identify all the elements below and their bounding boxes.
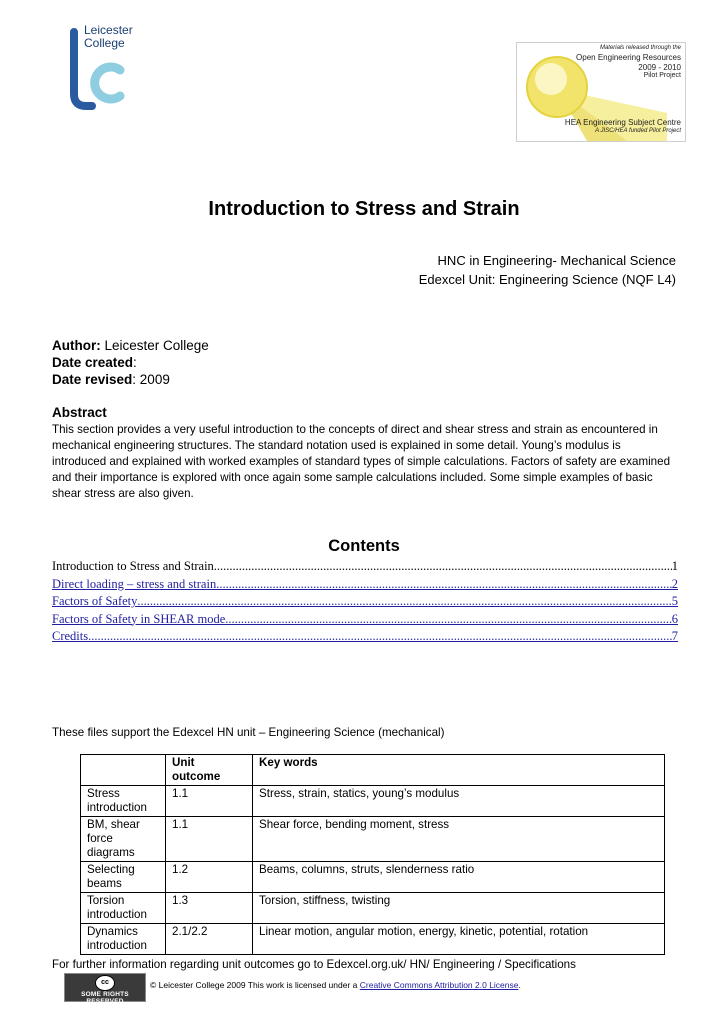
- toc-item-intro[interactable]: [52, 558, 678, 576]
- table-cell: Shear force, bending moment, stress: [253, 817, 665, 862]
- table-cell: BM, shear force diagrams: [81, 817, 166, 862]
- table-cell: Beams, columns, struts, slenderness ratio: [253, 862, 665, 893]
- unit-subtitle: Edexcel Unit: Engineering Science (NQF L4): [418, 272, 676, 287]
- toc-leader: [216, 576, 672, 592]
- toc-label: Factors of Safety in SHEAR mode: [52, 611, 226, 626]
- table-cell: 1.1: [166, 786, 253, 817]
- date-revised-label: Date revised: [52, 372, 133, 387]
- header-cell-key-words: Key words: [253, 755, 665, 786]
- table-header-row: [81, 755, 665, 786]
- toc-page: 7: [671, 629, 678, 643]
- abstract-heading: Abstract: [52, 405, 107, 420]
- cc-icon: cc: [95, 975, 115, 991]
- license-suffix: .: [518, 980, 521, 990]
- toc-leader: [214, 558, 672, 574]
- date-created-label: Date created: [52, 355, 134, 370]
- date-created-value: :: [133, 355, 137, 370]
- toc-label: Credits: [52, 629, 89, 643]
- table-row: [81, 924, 665, 955]
- toc-page: 5: [671, 594, 678, 608]
- toc-leader: [225, 611, 672, 627]
- toc-page: 6: [671, 611, 678, 626]
- logo-line1: Leicester: [84, 23, 133, 37]
- license-line: [150, 980, 521, 990]
- table-cell: Linear motion, angular motion, energy, kinetic, potential, rotation: [253, 924, 665, 955]
- badge-line6: A JISC/HEA funded Pilot Project: [595, 128, 681, 134]
- logo-line2: College: [84, 36, 125, 50]
- license-prefix: © Leicester College 2009 This work is licensed under a: [150, 980, 360, 990]
- document-title: Introduction to Stress and Strain: [208, 198, 520, 220]
- table-cell: 1.3: [166, 893, 253, 924]
- badge-line3: 2009 - 2010: [638, 63, 681, 72]
- license-link[interactable]: Creative Commons Attribution 2.0 License: [359, 980, 519, 990]
- toc-page: 1: [671, 559, 678, 573]
- date-revised-value: : 2009: [132, 372, 170, 387]
- badge-line5: HEA Engineering Subject Centre: [564, 118, 681, 127]
- toc-item-shear-mode[interactable]: [52, 611, 678, 629]
- toc-item-credits[interactable]: [52, 628, 678, 646]
- table-cell: 1.1: [166, 817, 253, 862]
- toc-label: Direct loading – stress and strain: [52, 576, 217, 591]
- toc-label: Factors of Safety: [52, 594, 138, 608]
- toc-leader: [137, 593, 671, 609]
- support-text: These files support the Edexcel HN unit – Engineering Science (mechanical): [52, 726, 445, 739]
- badge-line2: Open Engineering Resources: [576, 53, 681, 62]
- table-cell: Torsion introduction: [81, 893, 166, 924]
- toc-label: Introduction to Stress and Strain: [52, 559, 214, 573]
- course-subtitle: HNC in Engineering- Mechanical Science: [437, 253, 676, 268]
- oer-badge: [516, 42, 686, 142]
- table-of-contents: [52, 558, 678, 646]
- badge-line4: Pilot Project: [643, 72, 681, 79]
- date-created-line: [52, 355, 137, 370]
- table-cell: Stress introduction: [81, 786, 166, 817]
- table-row: [81, 862, 665, 893]
- author-value: Leicester College: [100, 338, 209, 353]
- table-cell: 1.2: [166, 862, 253, 893]
- author-line: [52, 338, 209, 353]
- toc-page: 2: [671, 576, 678, 591]
- date-revised-line: [52, 372, 170, 387]
- author-label: Author:: [52, 338, 101, 353]
- toc-item-factors-of-safety[interactable]: [52, 593, 678, 611]
- table-row: [81, 893, 665, 924]
- header-cell: [81, 755, 166, 786]
- toc-leader: [88, 628, 672, 644]
- further-information-text: For further information regarding unit outcomes go to Edexcel.org.uk/ HN/ Engineering / Specifications: [52, 958, 576, 971]
- table-cell: Stress, strain, statics, young’s modulus: [253, 786, 665, 817]
- creative-commons-badge[interactable]: [64, 973, 146, 1005]
- table-cell: Dynamics introduction: [81, 924, 166, 955]
- table-cell: Torsion, stiffness, twisting: [253, 893, 665, 924]
- unit-outcomes-table: [80, 754, 665, 955]
- cc-badge-text: SOME RIGHTS RESERVED: [81, 991, 129, 1005]
- table-row: [81, 786, 665, 817]
- header-cell-unit-outcome: Unit outcome: [166, 755, 253, 786]
- table-cell: Selecting beams: [81, 862, 166, 893]
- leicester-college-logo: [58, 24, 148, 124]
- contents-heading: Contents: [328, 537, 400, 555]
- abstract-text: This section provides a very useful introduction to the concepts of direct and shear stress and strain as encountered in mechanical engineering structures. The standard notation used is explained in some detail. Young’s modulus is introduced and explained with worked examples of standard types of simple calculations. Factors of safety are examined and their importance is explored with once again some sample calculations included. Some simple examples of basic shear stress are also given.: [52, 423, 671, 500]
- table-row: [81, 817, 665, 862]
- toc-item-direct-loading[interactable]: [52, 576, 678, 594]
- badge-line1: Materials released through the: [599, 45, 681, 51]
- table-cell: 2.1/2.2: [166, 924, 253, 955]
